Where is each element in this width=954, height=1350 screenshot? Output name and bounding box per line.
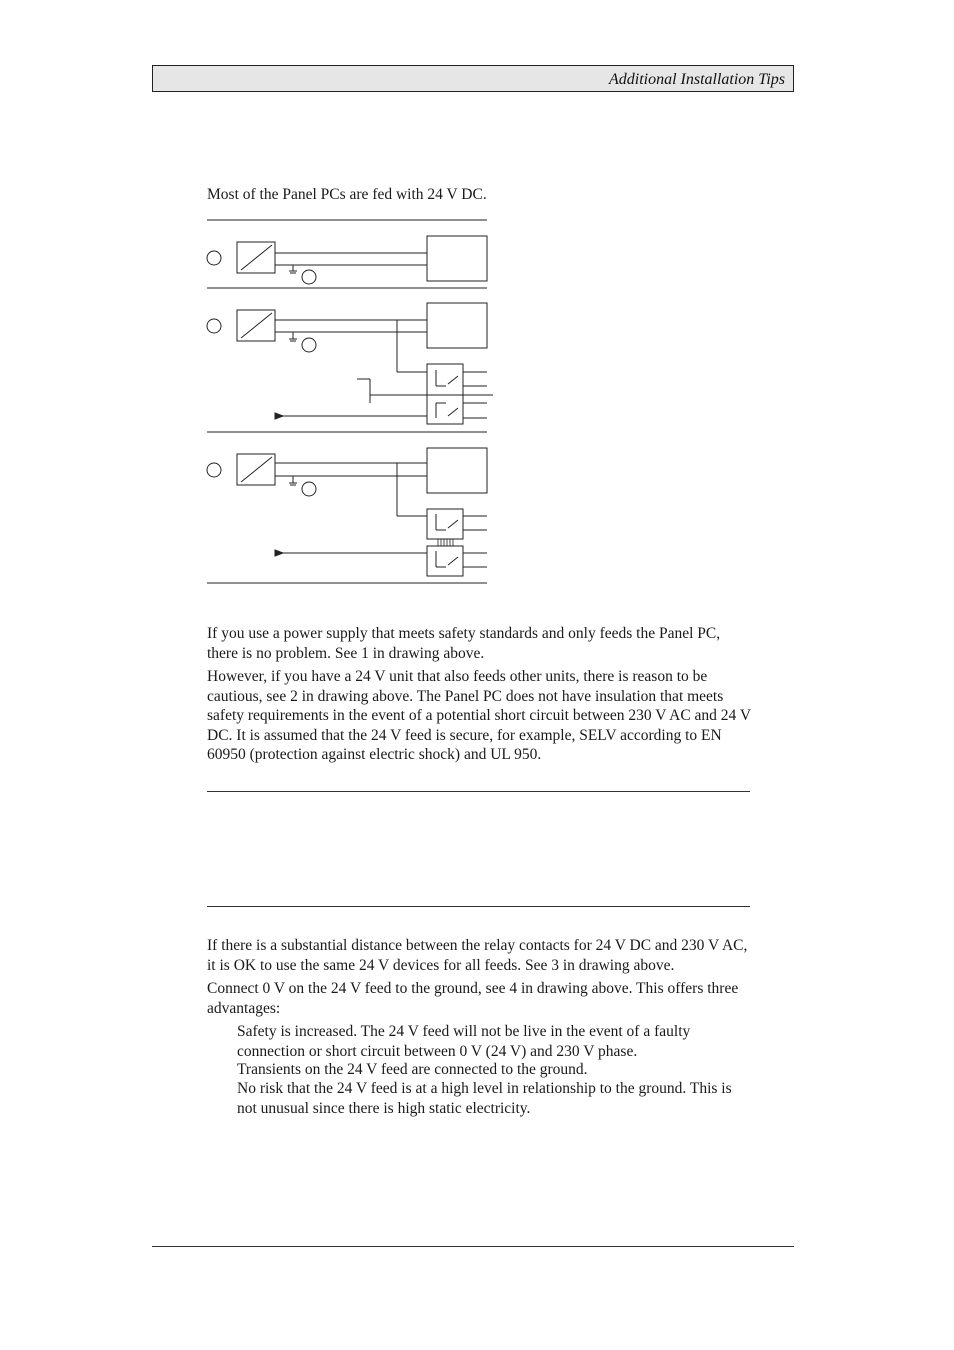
panel-pc-box	[427, 448, 487, 493]
advantage-item: Transients on the 24 V feed are connected to the ground.	[237, 1061, 588, 1078]
advantage-item: Safety is increased. The 24 V feed will not be live in the event of a faulty connection or short circuit between 0 V (24 V) and 230 V phase.	[237, 1023, 691, 1060]
relay-box	[427, 364, 463, 424]
ground-marker-circle	[302, 482, 316, 496]
panel-pc-box	[427, 236, 487, 281]
footer-rule	[152, 1246, 794, 1247]
ground-marker-circle	[302, 270, 316, 284]
marker-circle	[207, 319, 221, 333]
relay-box-upper	[427, 509, 463, 539]
diagram-section-2	[207, 303, 493, 424]
marker-circle	[207, 463, 221, 477]
header-title: Additional Installation Tips	[608, 71, 785, 88]
intro-text: Most of the Panel PCs are fed with 24 V DC.	[207, 186, 487, 203]
relay-box-lower	[427, 546, 463, 576]
diagram-section-1	[207, 236, 487, 284]
paragraph-4: Connect 0 V on the 24 V feed to the ground, see 4 in drawing above. This offers three advantages:	[207, 980, 739, 1017]
section-rule-top	[207, 791, 750, 792]
ground-marker-circle	[302, 338, 316, 352]
section-rule-bottom	[207, 906, 750, 907]
relay-separator	[438, 539, 453, 546]
paragraph-3: If there is a substantial distance between the relay contacts for 24 V DC and 230 V AC, it is OK to use the same 24 V devices for all feeds. See 3 in drawing above.	[207, 937, 748, 974]
diagram-section-3	[207, 448, 487, 576]
panel-pc-box	[427, 303, 487, 348]
paragraph-2: However, if you have a 24 V unit that also feeds other units, there is reason to be cautious, see 2 in drawing above. The Panel PC does not have insulation that meets safety requirements in the event of a potential short circuit between 230 V AC and 24 V DC. It is assumed that the 24 V feed is secure, for example, SELV according to EN 60950 (protection against electric shock) and UL 950.	[207, 668, 751, 763]
paragraph-1: If you use a power supply that meets safety standards and only feeds the Panel PC, there is no problem. See 1 in drawing above.	[207, 625, 721, 662]
advantage-item: No risk that the 24 V feed is at a high level in relationship to the ground. This is not unusual since there is high static electricity.	[237, 1080, 732, 1117]
marker-circle	[207, 251, 221, 265]
